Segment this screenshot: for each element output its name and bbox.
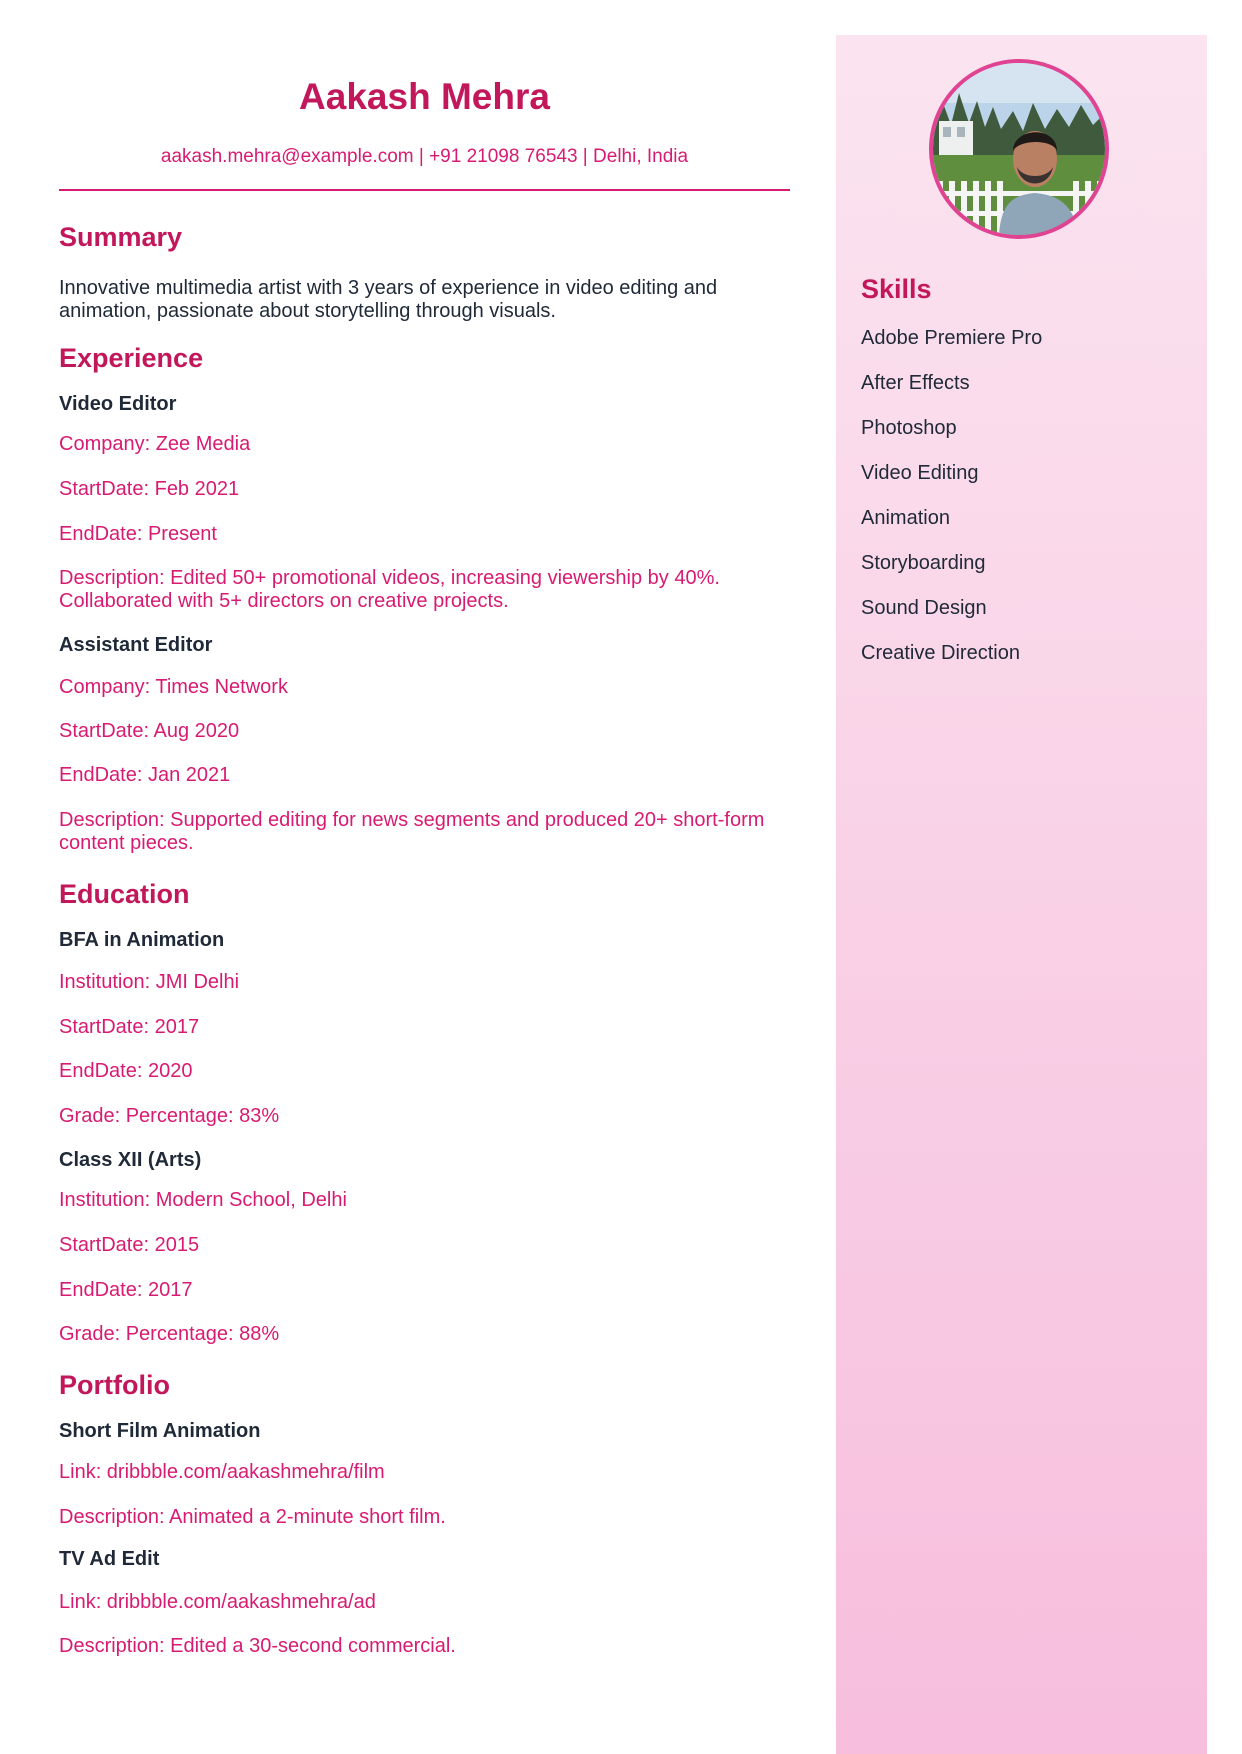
portfolio-section — [59, 1372, 790, 1658]
skill-item: After Effects — [861, 372, 970, 394]
skill-item: Storyboarding — [861, 552, 986, 574]
resume-sections — [59, 224, 790, 1658]
education-heading: Education — [59, 879, 190, 909]
skill-item: Creative Direction — [861, 642, 1020, 664]
profile-photo-image — [933, 63, 1105, 235]
education-section — [59, 881, 790, 1346]
education-item — [59, 929, 790, 1128]
job-description: Description: Edited 50+ promotional videos, increasing viewership by 40%. Collaborated with 5+ directors on creative projects. — [59, 567, 720, 612]
degree-title: Class XII (Arts) — [59, 1149, 202, 1171]
job-end-date: EndDate: Present — [59, 523, 217, 545]
candidate-name: Aakash Mehra — [299, 76, 550, 117]
skills-list — [861, 327, 1042, 687]
education-grade: Grade: Percentage: 88% — [59, 1323, 280, 1345]
skill-item: Sound Design — [861, 597, 987, 619]
job-end-date: EndDate: Jan 2021 — [59, 764, 231, 786]
education-institution: Institution: Modern School, Delhi — [59, 1189, 347, 1211]
portfolio-heading: Portfolio — [59, 1370, 170, 1400]
job-company: Company: Times Network — [59, 676, 288, 698]
profile-photo — [929, 59, 1109, 239]
skill-item: Animation — [861, 507, 950, 529]
job-start-date: StartDate: Feb 2021 — [59, 478, 240, 500]
experience-section — [59, 345, 790, 855]
experience-heading: Experience — [59, 343, 204, 373]
experience-item — [59, 393, 790, 613]
education-start-date: StartDate: 2015 — [59, 1234, 200, 1256]
education-institution: Institution: JMI Delhi — [59, 971, 240, 993]
job-title: Assistant Editor — [59, 634, 213, 656]
skill-item: Video Editing — [861, 462, 979, 484]
photo-building — [939, 121, 973, 155]
project-description: Description: Animated a 2-minute short film. — [59, 1506, 446, 1528]
summary-heading: Summary — [59, 222, 183, 252]
sidebar — [836, 35, 1207, 1754]
project-link[interactable]: Link: dribbble.com/aakashmehra/ad — [59, 1591, 376, 1613]
job-start-date: StartDate: Aug 2020 — [59, 720, 240, 742]
project-title: Short Film Animation — [59, 1420, 261, 1442]
job-description: Description: Supported editing for news segments and produced 20+ short-form content pieces. — [59, 809, 765, 854]
header-divider — [59, 189, 790, 191]
contact-line: aakash.mehra@example.com | +91 21098 76543 | Delhi, India — [160, 146, 689, 167]
project-title: TV Ad Edit — [59, 1548, 160, 1570]
skills-heading: Skills — [861, 274, 932, 304]
skill-item: Photoshop — [861, 417, 957, 439]
summary-section — [59, 224, 790, 323]
project-description: Description: Edited a 30-second commercial. — [59, 1635, 456, 1657]
education-item — [59, 1149, 790, 1346]
project-link[interactable]: Link: dribbble.com/aakashmehra/film — [59, 1461, 385, 1483]
portfolio-item — [59, 1548, 790, 1658]
degree-title: BFA in Animation — [59, 929, 225, 951]
summary-text: Innovative multimedia artist with 3 years of experience in video editing and animation, passionate about storytelling through visuals. — [59, 277, 718, 322]
education-grade: Grade: Percentage: 83% — [59, 1105, 280, 1127]
education-end-date: EndDate: 2020 — [59, 1060, 193, 1082]
experience-item — [59, 634, 790, 855]
job-company: Company: Zee Media — [59, 433, 251, 455]
education-start-date: StartDate: 2017 — [59, 1016, 200, 1038]
portfolio-item — [59, 1420, 790, 1529]
skill-item: Adobe Premiere Pro — [861, 327, 1043, 349]
job-title: Video Editor — [59, 393, 177, 415]
education-end-date: EndDate: 2017 — [59, 1279, 193, 1301]
